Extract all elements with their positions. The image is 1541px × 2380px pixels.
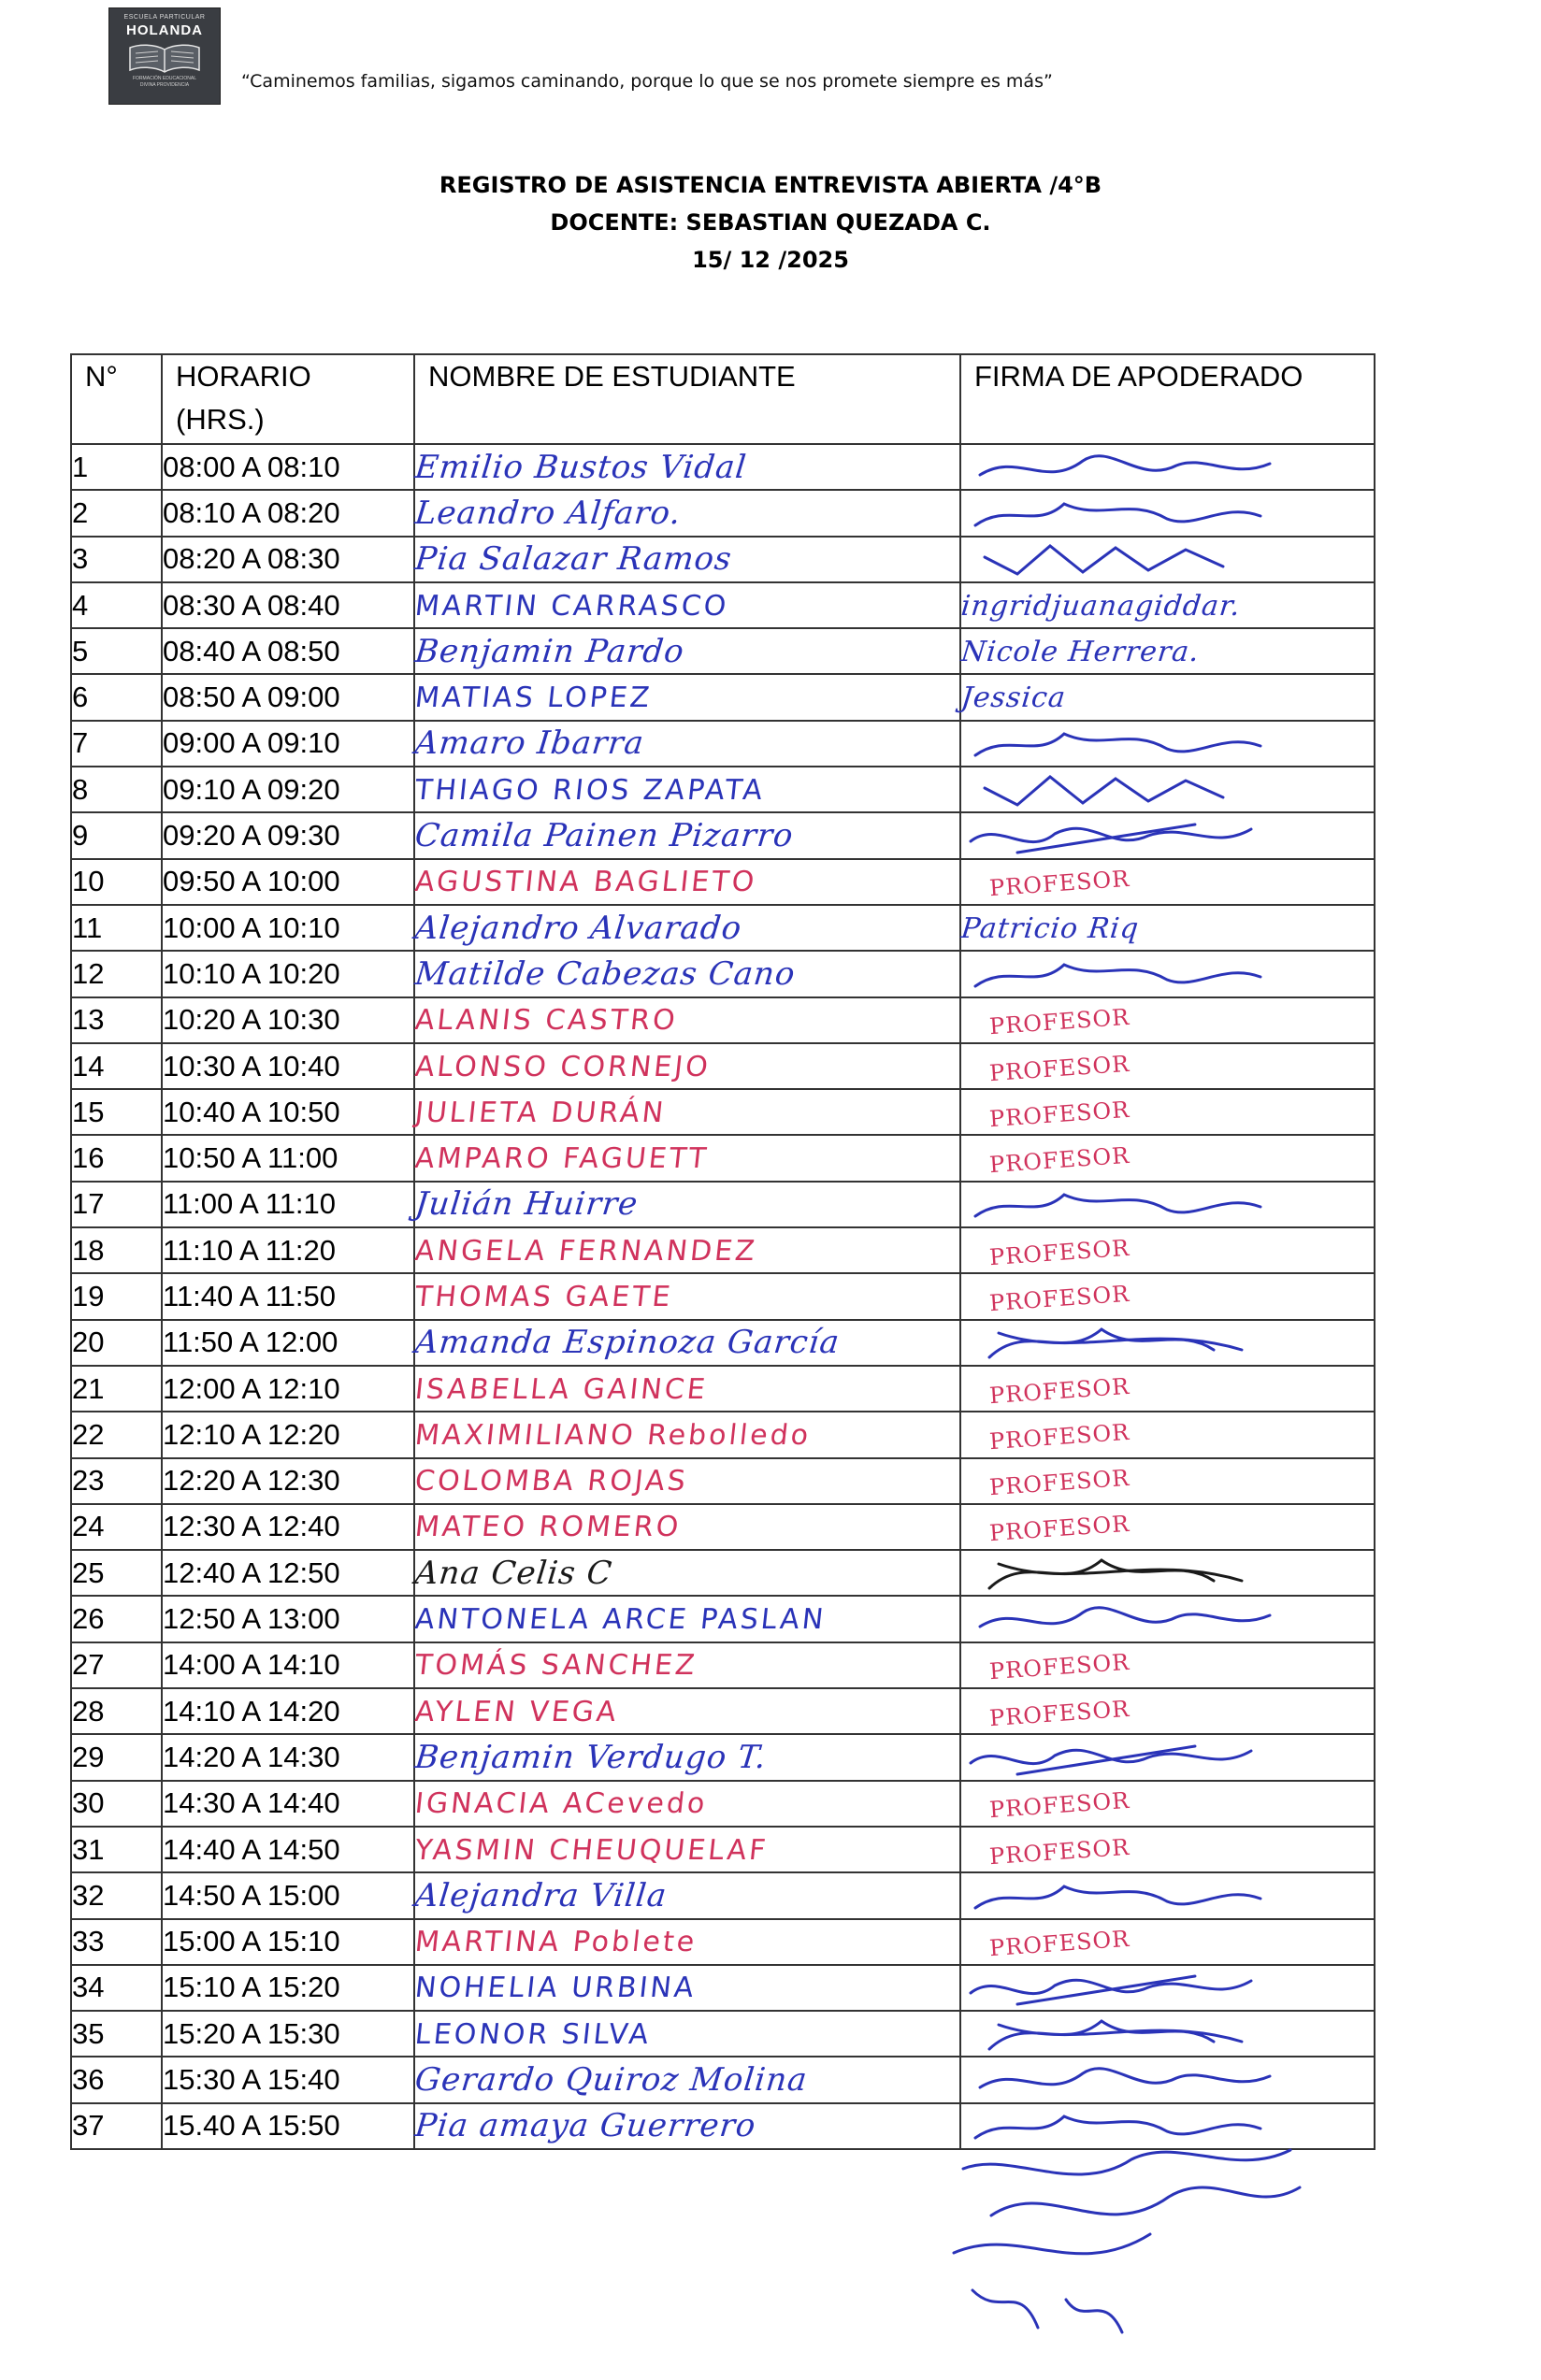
header-guardian-signature: FIRMA DE APODERADO bbox=[960, 354, 1375, 444]
student-name-cell bbox=[414, 1919, 960, 1965]
attendance-rows bbox=[71, 444, 1375, 2149]
row-time-slot: 12:20 A 12:30 bbox=[162, 1458, 414, 1504]
row-number: 11 bbox=[71, 905, 162, 951]
row-time-slot: 15:10 A 15:20 bbox=[162, 1965, 414, 2011]
guardian-signature-scribble bbox=[961, 815, 1279, 856]
student-name-cell bbox=[414, 674, 960, 720]
row-time-slot: 15:00 A 15:10 bbox=[162, 1919, 414, 1965]
row-time-slot: 11:00 A 11:10 bbox=[162, 1182, 414, 1227]
row-number: 9 bbox=[71, 812, 162, 858]
guardian-signature-cell bbox=[960, 1089, 1375, 1135]
student-name-cell bbox=[414, 537, 960, 582]
teacher-stamp: PROFESOR bbox=[988, 1234, 1131, 1270]
table-row bbox=[71, 1550, 1375, 1596]
row-number: 28 bbox=[71, 1688, 162, 1734]
row-time-slot: 12:40 A 12:50 bbox=[162, 1550, 414, 1596]
table-row bbox=[71, 1135, 1375, 1181]
student-name: MARTINA Poblete bbox=[413, 1926, 699, 1959]
row-time-slot: 09:50 A 10:00 bbox=[162, 859, 414, 905]
row-number: 26 bbox=[71, 1596, 162, 1642]
row-number: 30 bbox=[71, 1781, 162, 1827]
student-name-cell bbox=[414, 1827, 960, 1872]
student-name-cell bbox=[414, 1412, 960, 1457]
row-time-slot: 10:40 A 10:50 bbox=[162, 1089, 414, 1135]
teacher-stamp: PROFESOR bbox=[988, 1649, 1131, 1685]
guardian-signature-cell bbox=[960, 444, 1375, 490]
student-name-cell bbox=[414, 1504, 960, 1550]
table-row bbox=[71, 1273, 1375, 1319]
row-time-slot: 08:10 A 08:20 bbox=[162, 490, 414, 536]
guardian-signature-scribble bbox=[961, 1322, 1279, 1363]
student-name-cell bbox=[414, 1273, 960, 1319]
student-name-cell bbox=[414, 905, 960, 951]
teacher-stamp: PROFESOR bbox=[988, 1833, 1131, 1870]
guardian-signature-cell bbox=[960, 1872, 1375, 1918]
teacher-stamp: PROFESOR bbox=[988, 1464, 1131, 1501]
student-name: Julián Huirre bbox=[412, 1185, 641, 1224]
teacher-stamp: PROFESOR bbox=[988, 1511, 1131, 1547]
table-row bbox=[71, 1919, 1375, 1965]
row-number: 14 bbox=[71, 1043, 162, 1089]
table-row bbox=[71, 997, 1375, 1043]
student-name-cell bbox=[414, 2057, 960, 2102]
logo-school-name: HOLANDA bbox=[126, 22, 203, 38]
guardian-signature-scribble bbox=[961, 1599, 1279, 1640]
student-name: AMPARO FAGUETT bbox=[413, 1142, 711, 1176]
student-name: THIAGO RIOS ZAPATA bbox=[413, 773, 767, 807]
document-heading bbox=[0, 166, 1541, 279]
table-row bbox=[71, 1043, 1375, 1089]
teacher-stamp: PROFESOR bbox=[988, 866, 1131, 902]
teacher-stamp: PROFESOR bbox=[988, 1003, 1131, 1040]
teacher-stamp: PROFESOR bbox=[988, 1372, 1131, 1409]
student-name: ANGELA FERNANDEZ bbox=[413, 1234, 759, 1268]
student-name-cell bbox=[414, 1550, 960, 1596]
table-row bbox=[71, 537, 1375, 582]
open-book-icon bbox=[122, 42, 207, 74]
row-number: 29 bbox=[71, 1734, 162, 1780]
guardian-signature-cell bbox=[960, 1919, 1375, 1965]
guardian-signature-cell bbox=[960, 1182, 1375, 1227]
guardian-signature-scribble bbox=[961, 1553, 1279, 1594]
row-number: 23 bbox=[71, 1458, 162, 1504]
row-time-slot: 09:10 A 09:20 bbox=[162, 767, 414, 812]
student-name-cell bbox=[414, 628, 960, 674]
student-name-cell bbox=[414, 812, 960, 858]
guardian-signature-cell bbox=[960, 2011, 1375, 2057]
table-row bbox=[71, 1089, 1375, 1135]
student-name-cell bbox=[414, 1596, 960, 1642]
row-time-slot: 14:40 A 14:50 bbox=[162, 1827, 414, 1872]
table-row bbox=[71, 1504, 1375, 1550]
table-row bbox=[71, 1458, 1375, 1504]
row-number: 35 bbox=[71, 2011, 162, 2057]
table-row bbox=[71, 490, 1375, 536]
student-name: Benjamin Pardo bbox=[412, 632, 686, 670]
row-number: 31 bbox=[71, 1827, 162, 1872]
student-name-cell bbox=[414, 1227, 960, 1273]
student-name: Pia Salazar Ramos bbox=[412, 540, 734, 579]
guardian-signature-scribble bbox=[961, 953, 1279, 995]
row-time-slot: 11:50 A 12:00 bbox=[162, 1320, 414, 1366]
row-time-slot: 12:00 A 12:10 bbox=[162, 1366, 414, 1412]
student-name-cell bbox=[414, 997, 960, 1043]
guardian-signature-cell bbox=[960, 1366, 1375, 1412]
signature-overflow-scribble bbox=[935, 2141, 1328, 2337]
table-row bbox=[71, 1642, 1375, 1688]
student-name: ISABELLA GAINCE bbox=[413, 1372, 710, 1406]
student-name-cell bbox=[414, 1965, 960, 2011]
row-time-slot: 09:20 A 09:30 bbox=[162, 812, 414, 858]
student-name-cell bbox=[414, 582, 960, 628]
student-name: COLOMBA ROJAS bbox=[413, 1465, 690, 1498]
student-name: Gerardo Quiroz Molina bbox=[412, 2061, 810, 2100]
guardian-signature-scribble bbox=[961, 1737, 1279, 1778]
logo-school-type: ESCUELA PARTICULAR bbox=[123, 14, 206, 21]
student-name: TOMÁS SANCHEZ bbox=[413, 1649, 699, 1683]
teacher-stamp: PROFESOR bbox=[988, 1787, 1131, 1824]
row-time-slot: 11:10 A 11:20 bbox=[162, 1227, 414, 1273]
student-name-cell bbox=[414, 1458, 960, 1504]
guardian-signature-cell bbox=[960, 2057, 1375, 2102]
row-time-slot: 11:40 A 11:50 bbox=[162, 1273, 414, 1319]
header-schedule: HORARIO (HRS.) bbox=[162, 354, 414, 444]
row-time-slot: 08:50 A 09:00 bbox=[162, 674, 414, 720]
row-time-slot: 14:00 A 14:10 bbox=[162, 1642, 414, 1688]
student-name-cell bbox=[414, 721, 960, 767]
row-time-slot: 12:30 A 12:40 bbox=[162, 1504, 414, 1550]
student-name: JULIETA DURÁN bbox=[413, 1096, 668, 1129]
student-name: Alejandro Alvarado bbox=[412, 909, 744, 947]
table-row bbox=[71, 674, 1375, 720]
guardian-signature-cell bbox=[960, 1412, 1375, 1457]
student-name: Matilde Cabezas Cano bbox=[412, 954, 798, 993]
teacher-stamp: PROFESOR bbox=[988, 1925, 1131, 1962]
guardian-signature-cell bbox=[960, 1688, 1375, 1734]
student-name-cell bbox=[414, 951, 960, 996]
student-name: IGNACIA ACevedo bbox=[413, 1787, 710, 1821]
guardian-signature-cell bbox=[960, 628, 1375, 674]
row-number: 37 bbox=[71, 2103, 162, 2149]
guardian-signature-cell bbox=[960, 490, 1375, 536]
row-number: 2 bbox=[71, 490, 162, 536]
row-time-slot: 08:00 A 08:10 bbox=[162, 444, 414, 490]
row-time-slot: 12:50 A 13:00 bbox=[162, 1596, 414, 1642]
row-number: 20 bbox=[71, 1320, 162, 1366]
row-number: 21 bbox=[71, 1366, 162, 1412]
row-time-slot: 09:00 A 09:10 bbox=[162, 721, 414, 767]
student-name: LEONOR SILVA bbox=[413, 2017, 653, 2051]
guardian-signature-cell bbox=[960, 1135, 1375, 1181]
table-row bbox=[71, 1366, 1375, 1412]
student-name-cell bbox=[414, 444, 960, 490]
row-time-slot: 10:30 A 10:40 bbox=[162, 1043, 414, 1089]
row-number: 25 bbox=[71, 1550, 162, 1596]
guardian-signature-cell bbox=[960, 1227, 1375, 1273]
row-number: 3 bbox=[71, 537, 162, 582]
guardian-signature-scribble bbox=[961, 723, 1279, 764]
row-number: 16 bbox=[71, 1135, 162, 1181]
row-time-slot: 10:10 A 10:20 bbox=[162, 951, 414, 996]
guardian-signature-cell bbox=[960, 1458, 1375, 1504]
student-name: AYLEN VEGA bbox=[413, 1695, 621, 1728]
table-row bbox=[71, 444, 1375, 490]
table-row bbox=[71, 1827, 1375, 1872]
row-time-slot: 10:00 A 10:10 bbox=[162, 905, 414, 951]
student-name: Emilio Bustos Vidal bbox=[412, 448, 749, 486]
student-name: Alejandra Villa bbox=[412, 1876, 670, 1914]
student-name: THOMAS GAETE bbox=[413, 1280, 675, 1313]
guardian-signature-cell bbox=[960, 582, 1375, 628]
student-name: Leandro Alfaro. bbox=[412, 494, 684, 532]
guardian-signature-scribble bbox=[961, 447, 1279, 488]
teacher-stamp: PROFESOR bbox=[988, 1050, 1131, 1086]
guardian-signature-cell bbox=[960, 1320, 1375, 1366]
student-name-cell bbox=[414, 1182, 960, 1227]
row-time-slot: 14:30 A 14:40 bbox=[162, 1781, 414, 1827]
table-row bbox=[71, 1182, 1375, 1227]
row-time-slot: 15.40 A 15:50 bbox=[162, 2103, 414, 2149]
student-name-cell bbox=[414, 1781, 960, 1827]
guardian-signature-scribble bbox=[961, 493, 1279, 534]
table-row bbox=[71, 1872, 1375, 1918]
row-number: 8 bbox=[71, 767, 162, 812]
student-name: AGUSTINA BAGLIETO bbox=[413, 866, 759, 899]
school-motto: “Caminemos familias, sigamos caminando, porque lo que se nos promete siempre es más” bbox=[241, 71, 1053, 92]
guardian-signature: ingridjuanagiddar. bbox=[959, 589, 1243, 623]
date-line: 15/ 12 /2025 bbox=[692, 247, 849, 273]
table-row bbox=[71, 1734, 1375, 1780]
student-name: MAXIMILIANO Rebolledo bbox=[413, 1418, 813, 1452]
row-number: 32 bbox=[71, 1872, 162, 1918]
table-row bbox=[71, 1781, 1375, 1827]
row-number: 17 bbox=[71, 1182, 162, 1227]
student-name-cell bbox=[414, 1320, 960, 1366]
row-number: 36 bbox=[71, 2057, 162, 2102]
student-name: MATEO ROMERO bbox=[413, 1511, 684, 1544]
student-name-cell bbox=[414, 1043, 960, 1089]
row-number: 10 bbox=[71, 859, 162, 905]
guardian-signature-cell bbox=[960, 812, 1375, 858]
row-number: 4 bbox=[71, 582, 162, 628]
row-number: 22 bbox=[71, 1412, 162, 1457]
student-name: Amaro Ibarra bbox=[412, 724, 646, 763]
guardian-signature-cell bbox=[960, 537, 1375, 582]
table-row bbox=[71, 1412, 1375, 1457]
row-number: 5 bbox=[71, 628, 162, 674]
student-name-cell bbox=[414, 1642, 960, 1688]
guardian-signature-cell bbox=[960, 905, 1375, 951]
guardian-signature-cell bbox=[960, 859, 1375, 905]
guardian-signature-scribble bbox=[961, 538, 1279, 580]
guardian-signature-cell bbox=[960, 1734, 1375, 1780]
row-number: 6 bbox=[71, 674, 162, 720]
student-name-cell bbox=[414, 1688, 960, 1734]
student-name: YASMIN CHEUQUELAF bbox=[413, 1833, 770, 1867]
table-row bbox=[71, 767, 1375, 812]
student-name: NOHELIA URBINA bbox=[413, 1971, 698, 2005]
student-name: Camila Painen Pizarro bbox=[412, 817, 796, 855]
guardian-signature-scribble bbox=[961, 1875, 1279, 1916]
row-time-slot: 08:40 A 08:50 bbox=[162, 628, 414, 674]
guardian-signature-cell bbox=[960, 951, 1375, 996]
teacher-line: DOCENTE: SEBASTIAN QUEZADA C. bbox=[550, 209, 991, 236]
row-time-slot: 12:10 A 12:20 bbox=[162, 1412, 414, 1457]
row-number: 1 bbox=[71, 444, 162, 490]
guardian-signature-cell bbox=[960, 1827, 1375, 1872]
teacher-stamp: PROFESOR bbox=[988, 1695, 1131, 1731]
table-row bbox=[71, 1688, 1375, 1734]
row-number: 19 bbox=[71, 1273, 162, 1319]
guardian-signature: Nicole Herrera. bbox=[959, 635, 1202, 668]
row-time-slot: 14:10 A 14:20 bbox=[162, 1688, 414, 1734]
row-number: 15 bbox=[71, 1089, 162, 1135]
student-name: Amanda Espinoza García bbox=[412, 1324, 843, 1362]
student-name-cell bbox=[414, 490, 960, 536]
guardian-signature: Patricio Riq bbox=[959, 911, 1141, 945]
table-row bbox=[71, 1320, 1375, 1366]
teacher-stamp: PROFESOR bbox=[988, 1096, 1131, 1133]
table-row bbox=[71, 582, 1375, 628]
student-name-cell bbox=[414, 1135, 960, 1181]
guardian-signature-cell bbox=[960, 1781, 1375, 1827]
student-name-cell bbox=[414, 767, 960, 812]
student-name-cell bbox=[414, 859, 960, 905]
student-name: MARTIN CARRASCO bbox=[413, 589, 731, 623]
document-title: REGISTRO DE ASISTENCIA ENTREVISTA ABIERTA /4°B bbox=[439, 172, 1102, 198]
table-row bbox=[71, 628, 1375, 674]
guardian-signature-scribble bbox=[961, 1183, 1279, 1225]
table-row bbox=[71, 1596, 1375, 1642]
row-time-slot: 15:30 A 15:40 bbox=[162, 2057, 414, 2102]
guardian-signature-cell bbox=[960, 721, 1375, 767]
guardian-signature-cell bbox=[960, 1273, 1375, 1319]
row-time-slot: 10:20 A 10:30 bbox=[162, 997, 414, 1043]
guardian-signature-cell bbox=[960, 674, 1375, 720]
table-row bbox=[71, 721, 1375, 767]
teacher-stamp: PROFESOR bbox=[988, 1280, 1131, 1317]
student-name: Benjamin Verdugo T. bbox=[412, 1738, 769, 1776]
row-number: 24 bbox=[71, 1504, 162, 1550]
row-time-slot: 14:20 A 14:30 bbox=[162, 1734, 414, 1780]
table-row bbox=[71, 905, 1375, 951]
student-name-cell bbox=[414, 1872, 960, 1918]
guardian-signature-cell bbox=[960, 1504, 1375, 1550]
row-number: 34 bbox=[71, 1965, 162, 2011]
row-number: 7 bbox=[71, 721, 162, 767]
row-time-slot: 08:30 A 08:40 bbox=[162, 582, 414, 628]
student-name: ALANIS CASTRO bbox=[413, 1004, 680, 1038]
table-row bbox=[71, 2011, 1375, 2057]
table-row bbox=[71, 812, 1375, 858]
student-name: MATIAS LOPEZ bbox=[413, 681, 655, 715]
guardian-signature-cell bbox=[960, 1596, 1375, 1642]
row-time-slot: 14:50 A 15:00 bbox=[162, 1872, 414, 1918]
student-name: ANTONELA ARCE PASLAN bbox=[413, 1603, 828, 1637]
table-row bbox=[71, 1965, 1375, 2011]
teacher-stamp: PROFESOR bbox=[988, 1141, 1131, 1179]
row-time-slot: 08:20 A 08:30 bbox=[162, 537, 414, 582]
student-name-cell bbox=[414, 1734, 960, 1780]
attendance-table bbox=[70, 353, 1375, 2150]
student-name-cell bbox=[414, 1366, 960, 1412]
teacher-stamp: PROFESOR bbox=[988, 1418, 1131, 1455]
row-number: 33 bbox=[71, 1919, 162, 1965]
row-number: 13 bbox=[71, 997, 162, 1043]
student-name-cell bbox=[414, 1089, 960, 1135]
guardian-signature-scribble bbox=[961, 769, 1279, 810]
row-number: 18 bbox=[71, 1227, 162, 1273]
student-name: ALONSO CORNEJO bbox=[413, 1050, 713, 1083]
guardian-signature-cell bbox=[960, 997, 1375, 1043]
guardian-signature-cell bbox=[960, 1642, 1375, 1688]
student-name-cell bbox=[414, 2011, 960, 2057]
logo-tagline: FORMACIÓN EDUCACIONAL DIVINA PROVIDENCIA bbox=[132, 76, 197, 88]
header-number: N° bbox=[71, 354, 162, 444]
row-number: 12 bbox=[71, 951, 162, 996]
row-number: 27 bbox=[71, 1642, 162, 1688]
student-name: Ana Celis C bbox=[412, 1554, 614, 1592]
header-student-name: NOMBRE DE ESTUDIANTE bbox=[414, 354, 960, 444]
guardian-signature-scribble bbox=[961, 2059, 1279, 2100]
row-time-slot: 10:50 A 11:00 bbox=[162, 1135, 414, 1181]
student-name: Pia amaya Guerrero bbox=[412, 2107, 758, 2145]
guardian-signature: Jessica bbox=[959, 681, 1068, 715]
guardian-signature-scribble bbox=[961, 1967, 1279, 2008]
table-row bbox=[71, 951, 1375, 996]
table-row bbox=[71, 2057, 1375, 2102]
school-logo bbox=[108, 7, 221, 105]
guardian-signature-scribble bbox=[961, 2014, 1279, 2055]
table-row bbox=[71, 1227, 1375, 1273]
guardian-signature-cell bbox=[960, 1550, 1375, 1596]
guardian-signature-cell bbox=[960, 1965, 1375, 2011]
table-header-row bbox=[71, 354, 1375, 444]
row-time-slot: 15:20 A 15:30 bbox=[162, 2011, 414, 2057]
table-row bbox=[71, 859, 1375, 905]
student-name-cell bbox=[414, 2103, 960, 2149]
guardian-signature-cell bbox=[960, 1043, 1375, 1089]
guardian-signature-cell bbox=[960, 767, 1375, 812]
